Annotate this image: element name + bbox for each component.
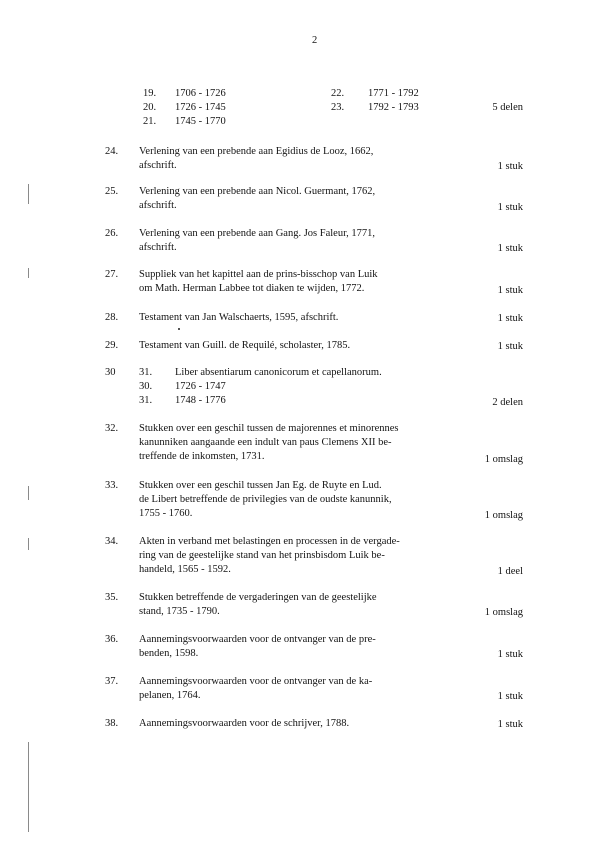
entry-description: Testament van Guill. de Requilé, scholaster, 1785. <box>139 340 351 351</box>
sub-row: 20. 1726 - 1745 <box>143 102 226 113</box>
page-number: 2 <box>312 35 318 46</box>
entry-number: 30 <box>105 367 116 378</box>
margin-scan-mark <box>28 268 29 278</box>
entry-number: 24. <box>105 146 119 157</box>
entry-number: 28. <box>105 312 119 323</box>
entry-description: Aannemingsvoorwaarden voor de ontvanger van de pre- benden, 1598. <box>139 634 376 659</box>
sub-row: 31. Liber absentiarum canonicorum et capellanorum. <box>139 367 382 378</box>
entry-number: 26. <box>105 228 119 239</box>
quantity: 1 omslag <box>484 607 523 618</box>
entry-number: 36. <box>105 634 119 645</box>
quantity: 5 delen <box>492 102 523 113</box>
quantity: 1 stuk <box>497 313 523 324</box>
entry-description: Suppliek van het kapittel aan de prins-bisschop van Luik om Math. Herman Labbee tot diaken te wijden, 1772. <box>139 269 378 294</box>
entry-number: 27. <box>105 269 119 280</box>
entry-description: Verlening van een prebende aan Gang. Jos Faleur, 1771, afschrift. <box>139 228 376 253</box>
entry-sub-list <box>139 366 382 408</box>
entry-number: 34. <box>105 536 119 547</box>
quantity: 1 stuk <box>497 341 523 352</box>
sub-row: 30. 1726 - 1747 <box>139 381 226 392</box>
sub-row: 19. 1706 - 1726 <box>143 88 226 99</box>
entry-number: 35. <box>105 592 119 603</box>
entry-description: Testament van Jan Walschaerts, 1595, afschrift. <box>139 312 339 323</box>
quantity: 1 stuk <box>497 285 523 296</box>
entry-description: Stukken over een geschil tussen Jan Eg. de Ruyte en Lud. de Libert betreffende de privilegies van de oudste kanunnik, 1755 - 1760. <box>139 480 392 519</box>
sub-row: 31. 1748 - 1776 <box>139 395 226 406</box>
entry-description: Verlening van een prebende aan Egidius de Looz, 1662, afschrift. <box>139 146 374 171</box>
quantity: 1 omslag <box>484 510 523 521</box>
quantity: 1 stuk <box>497 649 523 660</box>
quantity: 1 omslag <box>484 454 523 465</box>
quantity: 1 stuk <box>497 243 523 254</box>
entry-description: Stukken over een geschil tussen de majorennes et minorennes kanunniken aangaande een indult van paus Clemens XII be- treffende de inkomsten, 1731. <box>139 423 399 462</box>
quantity: 1 deel <box>497 566 523 577</box>
entry-number: 38. <box>105 718 119 729</box>
stray-dot <box>178 328 180 330</box>
entry-number: 29. <box>105 340 119 351</box>
entry-number: 25. <box>105 186 119 197</box>
margin-scan-mark <box>28 184 29 204</box>
entry-description: Akten in verband met belastingen en processen in de vergade- ring van de geestelijke stand van het prinsbisdom Luik be- handeld, 1565 - 1592. <box>139 536 400 575</box>
entry-number: 37. <box>105 676 119 687</box>
quantity: 1 stuk <box>497 719 523 730</box>
margin-scan-mark <box>28 486 29 500</box>
sub-table-right-column <box>331 87 451 115</box>
sub-row: 21. 1745 - 1770 <box>143 116 226 127</box>
entry-number: 32. <box>105 423 119 434</box>
entry-description: Aannemingsvoorwaarden voor de schrijver, 1788. <box>139 718 350 729</box>
sub-table-left-column <box>143 87 263 129</box>
margin-scan-mark <box>28 538 29 550</box>
quantity: 1 stuk <box>497 161 523 172</box>
quantity: 2 delen <box>492 397 523 408</box>
entry-description: Stukken betreffende de vergaderingen van de geestelijke stand, 1735 - 1790. <box>139 592 377 617</box>
quantity: 1 stuk <box>497 202 523 213</box>
quantity: 1 stuk <box>497 691 523 702</box>
margin-scan-mark <box>28 742 29 832</box>
sub-row: 22. 1771 - 1792 <box>331 88 419 99</box>
entry-description: Aannemingsvoorwaarden voor de ontvanger van de ka- pelanen, 1764. <box>139 676 373 701</box>
entry-number: 33. <box>105 480 119 491</box>
volume-sub-table <box>0 87 595 131</box>
sub-row: 23. 1792 - 1793 <box>331 102 419 113</box>
entry-description: Verlening van een prebende aan Nicol. Guermant, 1762, afschrift. <box>139 186 376 211</box>
